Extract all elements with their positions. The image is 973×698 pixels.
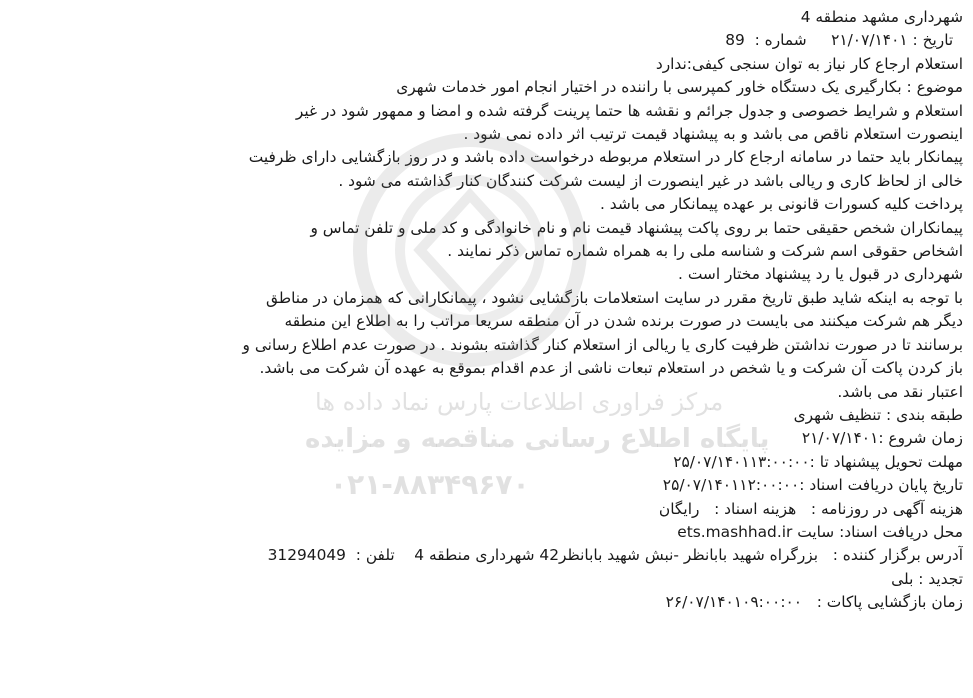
address-line: آدرس برگزار کننده : بزرگراه شهید بابانظر -نبش شهید بابانظر42 شهرداری منطقه 4 تلفن : 31294049 — [267, 546, 963, 565]
date-number-line: تاریخ : ۲۱/۰۷/۱۴۰۱ شماره : 89 — [725, 31, 963, 50]
body-line: اینصورت استعلام ناقص می باشد و به پیشنهاد قیمت ترتیب اثر داده نمی شود . — [463, 125, 963, 144]
body-line: اشخاص حقوقی اسم شرکت و شناسه ملی را به همراه شماره تماس ذکر نمایند . — [447, 242, 963, 261]
body-line: پرداخت کلیه کسورات قانونی بر عهده پیمانکار می باشد . — [599, 195, 963, 214]
start-date-line: زمان شروع :۲۱/۰۷/۱۴۰۱ — [801, 429, 963, 448]
body-line: پیمانکاران شخص حقیقی حتما بر روی پاکت پیشنهاد قیمت نام و نام خانوادگی و کد ملی و تلفن تماس و — [310, 218, 963, 237]
renewal-line: تجدید : بلی — [891, 569, 963, 588]
proposal-deadline-line: مهلت تحویل پیشنهاد تا :۲۵/۰۷/۱۴۰۱۱۳:۰۰:۰۰ — [673, 452, 963, 471]
watermark-text-1: مرکز فراوری اطلاعات پارس نماد داده ها — [315, 388, 724, 416]
body-line: باز کردن پاکت آن شرکت و یا شخص در استعلام تبعات ناشی از عدم اقدام بموقع به عهده آن شرکت می باشد. — [259, 359, 963, 378]
opening-time-line: زمان بازگشایی پاکات : ۲۶/۰۷/۱۴۰۱۰۹:۰۰:۰۰ — [665, 593, 963, 612]
costs-line: هزینه آگهی در روزنامه : هزینه اسناد : رایگان — [658, 499, 963, 518]
body-line: استعلام و شرایط خصوصی و جدول جرائم و نقشه ها حتما پرینت گرفته شده و امضا و ممهور شود در غیر — [295, 101, 963, 120]
body-line: برسانند تا در صورت نداشتن ظرفیت کاری یا ریالی از استعلام کنار گذاشته بشوند . در صورت عدم اطلاع رسانی و — [242, 335, 963, 354]
body-line: با توجه به اینکه شاید طبق تاریخ مقرر در سایت استعلامات بازگشایی نشود ، پیمانکارانی که همزمان در مناطق — [265, 288, 963, 307]
inquiry-title: استعلام ارجاع کار نیاز به توان سنجی کیفی:ندارد — [655, 54, 963, 73]
docs-deadline-line: تاریخ پایان دریافت اسناد :۲۵/۰۷/۱۴۰۱۱۲:۰۰:۰۰ — [662, 476, 963, 495]
watermark-phone: ۰۲۱-۸۸۳۴۹۶۷۰ — [330, 468, 530, 501]
watermark-text-2: پایگاه اطلاع رسانی مناقصه و مزایده — [305, 424, 770, 454]
classification-line: طبقه بندی : تنظیف شهری — [793, 405, 963, 424]
org-title: شهرداری مشهد منطقه 4 — [800, 8, 963, 26]
body-line: اعتبار نقد می باشد. — [837, 382, 963, 401]
body-line: پیمانکار باید حتما در سامانه ارجاع کار در استعلام مربوطه درخواست داده باشد و در روز بازگشایی دارای ظرفیت — [248, 148, 963, 167]
subject-line: موضوع : بکارگیری یک دستگاه خاور کمپرسی با راننده در اختیار انجام امور خدمات شهری — [396, 78, 963, 97]
docs-location-line: محل دریافت اسناد: سایت ets.mashhad.ir — [677, 522, 963, 541]
body-line: خالی از لحاظ کاری و ریالی باشد در غیر اینصورت از لیست شرکت کنندگان کنار گذاشته می شود . — [338, 171, 963, 190]
body-line: دیگر هم شرکت میکنند می بایست در صورت برنده شدن در آن منطقه سریعا مراتب را به اطلاع این منطقه — [284, 312, 963, 331]
body-line: شهرداری در قبول یا رد پیشنهاد مختار است . — [678, 265, 963, 284]
